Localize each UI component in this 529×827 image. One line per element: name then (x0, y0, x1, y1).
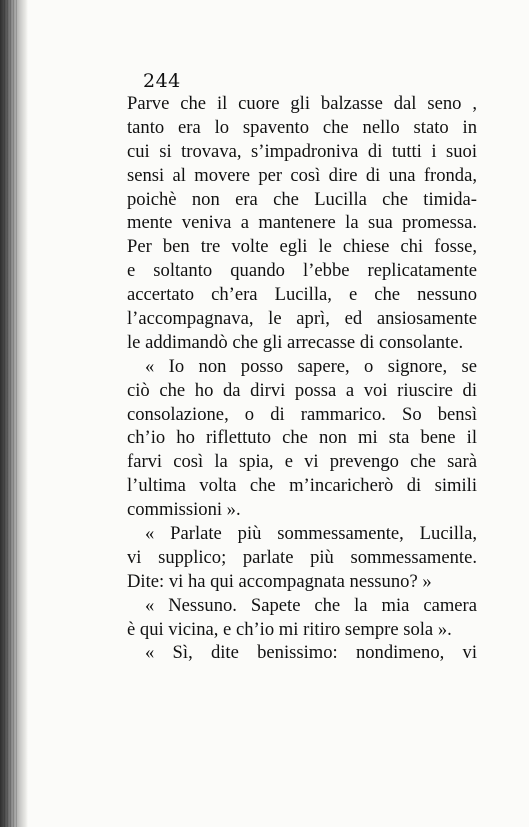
text-line: poichè non era che Lucilla che timida- (127, 188, 477, 210)
text-line: « Io non posso sapere, o signore, se (145, 355, 477, 377)
text-line: cui si trovava, s’impadroniva di tutti i suoi (127, 140, 477, 162)
text-line: « Nessuno. Sapete che la mia camera (145, 594, 477, 616)
text-line: consolazione, o di rammarico. So bensì (127, 403, 477, 425)
text-line: « Parlate più sommessamente, Lucilla, (145, 523, 477, 545)
text-line: farvi così la spia, e vi prevengo che sarà (127, 451, 477, 473)
body-text (127, 92, 477, 665)
page-number: 244 (143, 70, 181, 92)
text-line: sensi al movere per così dire di una fronda, (127, 164, 477, 186)
text-line: « Sì, dite benissimo: nondimeno, vi (145, 642, 477, 664)
text-line: Dite: vi ha qui accompagnata nessuno? » (127, 570, 432, 592)
text-line: mente veniva a mantenere la sua promessa. (127, 212, 477, 234)
text-line: Per ben tre volte egli le chiese chi fosse, (127, 236, 477, 258)
book-spine (0, 0, 28, 827)
text-line: ciò che ho da dirvi possa a voi riuscire di (127, 379, 477, 401)
text-line: Parve che il cuore gli balzasse dal seno , (127, 93, 477, 114)
text-line: e soltanto quando l’ebbe replicatamente (127, 260, 477, 282)
text-line: accertato ch’era Lucilla, e che nessuno (127, 284, 477, 306)
text-line: commissioni ». (127, 499, 241, 521)
text-line: le addimandò che gli arrecasse di consolante. (127, 331, 464, 353)
spine-texture (4, 0, 18, 827)
text-line: l’accompagnava, le aprì, ed ansiosamente (127, 308, 477, 330)
text-line: è qui vicina, e ch’io mi ritiro sempre sola ». (127, 618, 452, 640)
text-line: vi supplico; parlate più sommessamente. (127, 546, 477, 568)
text-line: tanto era lo spavento che nello stato in (127, 116, 477, 138)
text-line: ch’io ho riflettuto che non mi sta bene il (127, 427, 477, 449)
text-line: l’ultima volta che m’incaricherò di simili (127, 475, 477, 497)
